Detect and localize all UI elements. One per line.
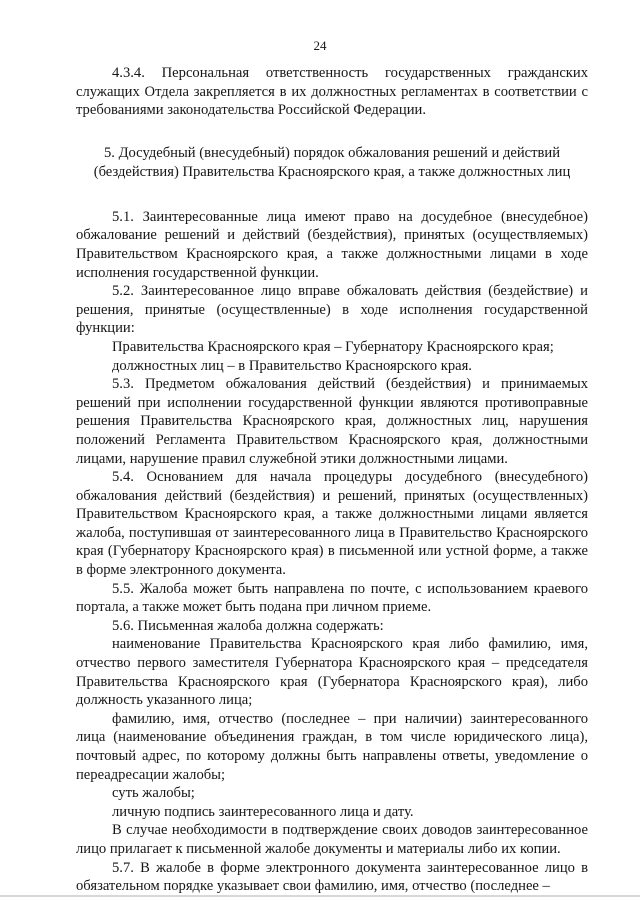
page-number: 24	[313, 38, 327, 53]
paragraph-5-3: 5.3. Предметом обжалования действий (бездействия) и принимаемых решений при исполнении государственной функции являются противоправные решения Правительства Красноярского края, должностных лиц, нарушения положений Регламента Правительством Красноярского края, должностными лицами, нарушение правил служебной этики должностными лицами.	[76, 376, 588, 467]
paragraph-5-5: 5.5. Жалоба может быть направлена по почте, с использованием краевого портала, а также может быть подана при личном приеме.	[76, 580, 588, 616]
paragraph-5-6: 5.6. Письменная жалоба должна содержать:	[112, 617, 384, 634]
list-item-officials: должностных лиц – в Правительство Красноярского края.	[112, 357, 472, 374]
list-item-government: Правительства Красноярского края – Губернатору Красноярского края;	[112, 338, 554, 355]
page-edge-divider	[0, 895, 640, 897]
paragraph-attachments: В случае необходимости в подтверждение своих доводов заинтересованное лицо прилагает к письменной жалобе документы и материалы либо их копии.	[76, 822, 588, 857]
paragraph-5-1: 5.1. Заинтересованные лица имеют право на досудебное (внесудебное) обжалование решений и действий (бездействия), принятых (осуществляемых) Правительством Красноярского края, а также должностными лицами в ходе исполнения государственной функции.	[76, 208, 588, 281]
paragraph-5-4: 5.4. Основанием для начала процедуры досудебного (внесудебного) обжалования действий (бездействия) и решений, принятых (осуществленных) Правительством Красноярского края, а также должностными лицами является жалоба, поступившая от заинтересованного лица в Правительство Красноярского края (Губернатору Красноярского края) в письменной или устной форме, а также в форме электронного документа.	[76, 469, 588, 579]
list-item-signature: личную подпись заинтересованного лица и дату.	[112, 803, 414, 820]
document-body	[76, 64, 588, 896]
section-heading: 5. Досудебный (внесудебный) порядок обжалования решений и действий (бездействия) Правительства Красноярского края, а также должностных лиц	[93, 144, 571, 180]
paragraph-5-7: 5.7. В жалобе в форме электронного документа заинтересованное лицо в обязательном порядке указывает свои фамилию, имя, отчество (последнее –	[76, 859, 588, 895]
paragraph-5-2: 5.2. Заинтересованное лицо вправе обжаловать действия (бездействие) и решения, принятые (осуществленные) в ходе исполнения государственной функции:	[76, 283, 588, 337]
paragraph-4-3-4: 4.3.4. Персональная ответственность государственных гражданских служащих Отдела закрепляется в их должностных регламентах в соответствии с требованиями законодательства Российской Федерации.	[76, 65, 588, 119]
list-item-essence: суть жалобы;	[112, 785, 195, 802]
list-item-name-of-government: наименование Правительства Красноярского края либо фамилию, имя, отчество первого заместителя Губернатора Красноярского края – председателя Правительства Красноярского края (Губернатора Красноярского края), либо должность указанного лица;	[76, 636, 588, 709]
list-item-applicant-details: фамилию, имя, отчество (последнее – при наличии) заинтересованного лица (наименование объединения граждан, в том числе юридического лица), почтовый адрес, по которому должны быть направлены ответы, уведомление о переадресации жалобы;	[76, 710, 588, 783]
